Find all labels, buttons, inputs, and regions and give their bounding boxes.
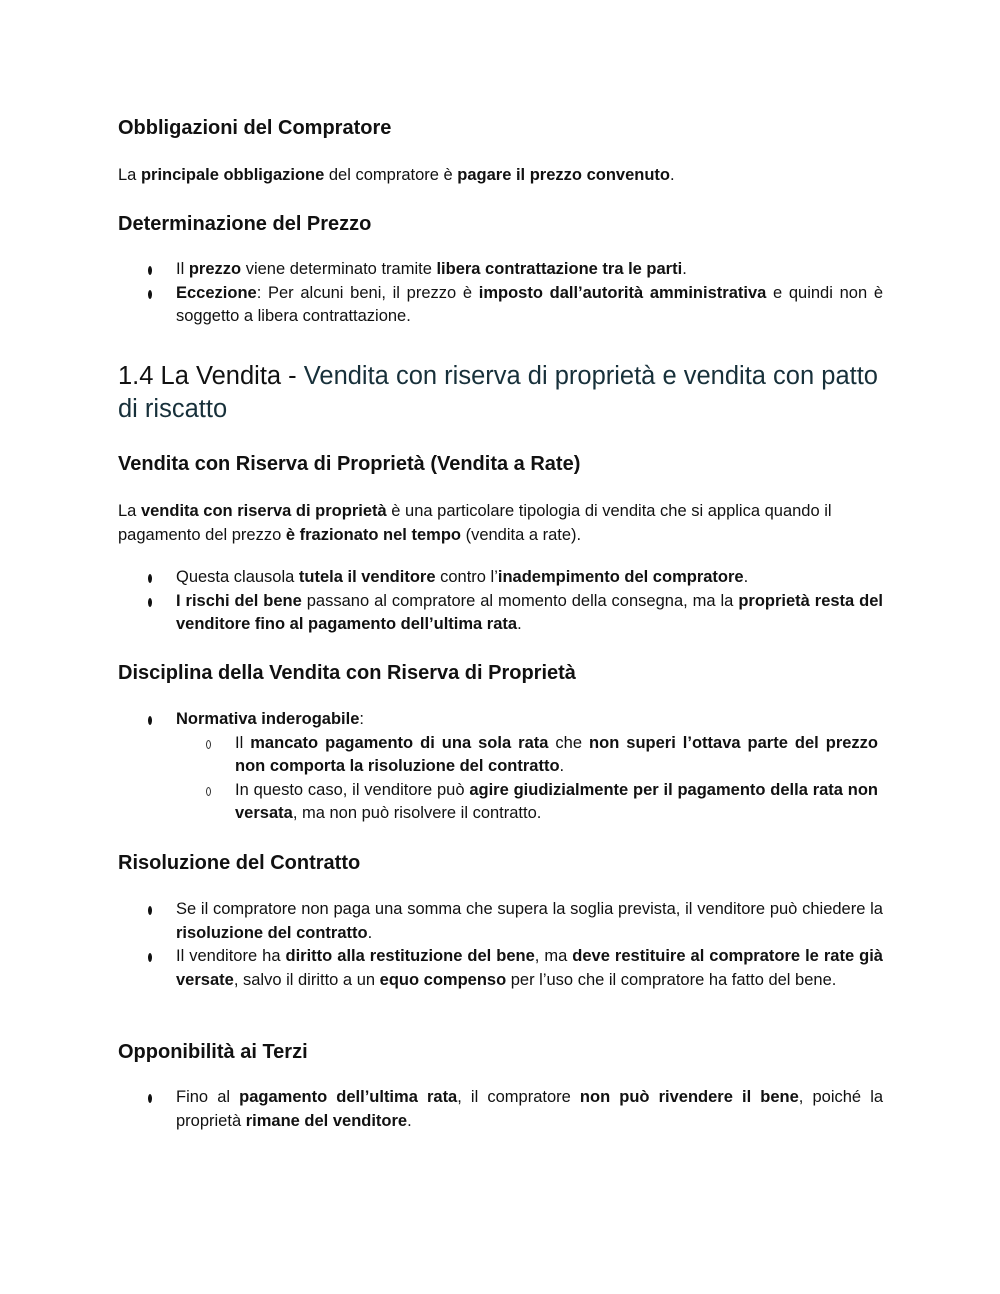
list-disciplina: [118, 708, 883, 826]
list-opponibilita: [118, 1086, 883, 1133]
list-item: Il prezzo viene determinato tramite libera contrattazione tra le parti.: [118, 258, 883, 282]
bullet-icon: [148, 1094, 152, 1103]
bullet-icon: [148, 953, 152, 962]
bold-text: risoluzione del contratto: [176, 923, 368, 942]
bullet-icon: [148, 716, 152, 725]
circle-bullet-icon: [206, 740, 211, 749]
bold-text: vendita con riserva di proprietà: [140, 502, 387, 520]
bold-text: tutela il venditore: [298, 568, 436, 586]
list-item: Fino al pagamento dell’ultima rata, il compratore non può rivendere il bene, poiché la proprietà rimane del venditore.: [118, 1086, 883, 1133]
sublist-disciplina: [176, 732, 878, 826]
bold-text: Eccezione: [176, 283, 257, 302]
sublist-item: In questo caso, il venditore può agire giudizialmente per il pagamento della rata non versata, ma non può risolvere il contratto.: [176, 779, 878, 826]
bold-text: equo compenso: [379, 970, 507, 989]
bold-text: prezzo: [188, 260, 242, 278]
bold-text: imposto dall’autorità amministrativa: [478, 283, 767, 302]
list-item: Il venditore ha diritto alla restituzione del bene, ma deve restituire al compratore le rate già versate, salvo il diritto a un equo compenso per l’uso che il compratore ha fatto del bene.: [118, 945, 883, 992]
heading-opponibilita: Opponibilità ai Terzi: [118, 1041, 308, 1063]
bold-text: non superi l’ottava parte del prezzo non comporta la risoluzione del contratto: [235, 733, 878, 775]
bullet-icon: [148, 598, 152, 607]
bold-text: libera contrattazione tra le parti: [436, 260, 683, 278]
list-item: Normativa inderogabile: Il mancato pagamento di una sola rata che non superi l’ottava parte del prezzo non comporta la risoluzione del contratto. In questo caso, il venditore può agire giudizialmente per il pagamento della rata non versata, ma non può risolvere il contratto.: [118, 708, 883, 826]
list-risoluzione: [118, 898, 883, 992]
list-item: I rischi del bene passano al compratore al momento della consegna, ma la proprietà resta del venditore fino al pagamento dell’ultima rata.: [118, 590, 883, 637]
list-item: Se il compratore non paga una somma che supera la soglia prevista, il venditore può chiedere la risoluzione del contratto.: [118, 898, 883, 945]
bullet-icon: [148, 290, 152, 299]
bold-text: pagamento dell’ultima rata: [239, 1088, 458, 1106]
heading-risoluzione: Risoluzione del Contratto: [118, 852, 361, 874]
sublist-item: Il mancato pagamento di una sola rata che non superi l’ottava parte del prezzo non comporta la risoluzione del contratto.: [176, 732, 878, 779]
bold-text: inadempimento del compratore: [497, 568, 744, 586]
bullet-icon: [148, 906, 152, 915]
bullet-icon: [148, 266, 152, 275]
bold-text: Normativa inderogabile: [176, 710, 360, 728]
list-item: Questa clausola tutela il venditore contro l’inadempimento del compratore.: [118, 566, 883, 590]
bold-text: I rischi del bene: [176, 591, 302, 610]
list-determinazione: [118, 258, 883, 329]
chapter-heading: [118, 360, 878, 426]
bold-text: rimane del venditore: [245, 1111, 408, 1130]
heading-obbligazioni: Obbligazioni del Compratore: [118, 117, 392, 139]
bold-text: deve restituire al compratore le rate già versate: [176, 947, 883, 989]
bold-text: non può rivendere il bene: [579, 1088, 799, 1106]
heading-determinazione: Determinazione del Prezzo: [118, 213, 372, 235]
para-obbligazioni: La principale obbligazione del compratore è pagare il prezzo convenuto.: [118, 166, 675, 184]
bold-text: mancato pagamento di una sola rata: [250, 733, 549, 752]
heading-riserva: Vendita con Riserva di Proprietà (Vendita a Rate): [118, 453, 581, 475]
chapter-number: 1.4 La Vendita -: [118, 362, 304, 390]
bold-text: pagare il prezzo convenuto: [457, 166, 670, 184]
bold-text: è frazionato nel tempo: [285, 525, 461, 544]
heading-disciplina: Disciplina della Vendita con Riserva di Proprietà: [118, 662, 576, 684]
list-item: Eccezione: Per alcuni beni, il prezzo è imposto dall’autorità amministrativa e quindi non è soggetto a libera contrattazione.: [118, 282, 883, 329]
bold-text: principale obbligazione: [140, 166, 325, 184]
bullet-icon: [148, 574, 152, 583]
list-riserva: [118, 566, 883, 637]
chapter-title: Vendita con riserva di proprietà e vendita con patto di riscatto: [118, 362, 878, 423]
bold-text: agire giudizialmente per il pagamento della rata non versata: [235, 780, 879, 822]
circle-bullet-icon: [206, 787, 211, 796]
bold-text: proprietà resta del venditore fino al pagamento dell’ultima rata: [176, 591, 883, 633]
bold-text: diritto alla restituzione del bene: [285, 947, 535, 965]
para-riserva: La vendita con riserva di proprietà è una particolare tipologia di vendita che si applica quando il pagamento del prezzo è frazionato nel tempo (vendita a rate).: [118, 502, 832, 544]
